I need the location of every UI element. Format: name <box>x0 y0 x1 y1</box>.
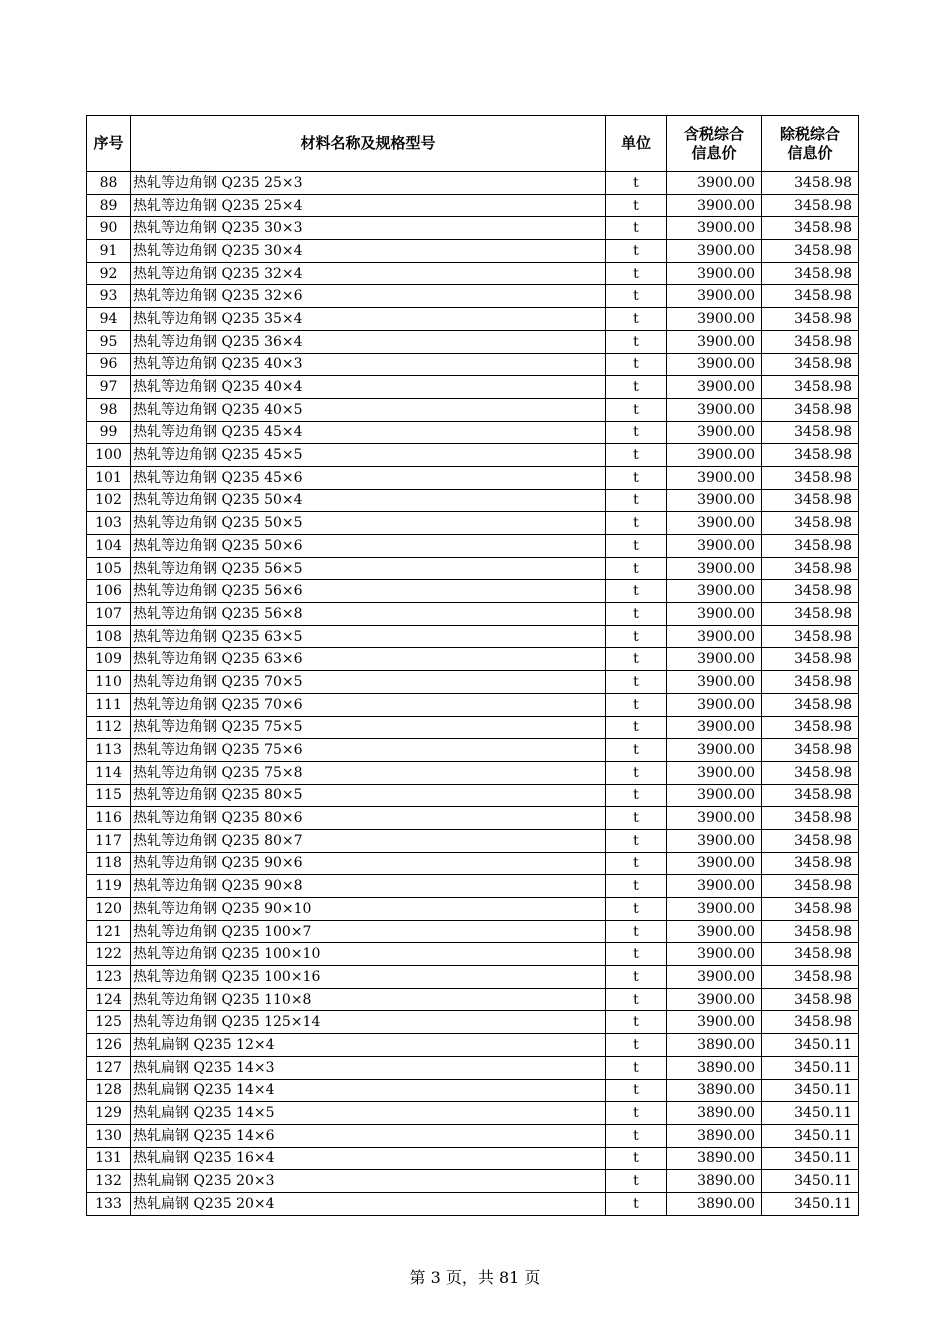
cell-net-price: 3458.98 <box>762 535 859 558</box>
table-row <box>87 625 859 648</box>
cell-unit: t <box>606 829 667 852</box>
table-row <box>87 761 859 784</box>
table-row <box>87 262 859 285</box>
cell-unit: t <box>606 1124 667 1147</box>
cell-unit: t <box>606 217 667 240</box>
cell-net-price: 3458.98 <box>762 898 859 921</box>
cell-unit: t <box>606 1147 667 1170</box>
cell-unit: t <box>606 693 667 716</box>
cell-tax-price: 3900.00 <box>667 693 762 716</box>
cell-no: 93 <box>87 285 131 308</box>
table-row <box>87 807 859 830</box>
cell-material-name: 热轧等边角钢 Q235 75×8 <box>131 761 606 784</box>
cell-net-price: 3458.98 <box>762 240 859 263</box>
cell-net-price: 3458.98 <box>762 829 859 852</box>
cell-tax-price: 3900.00 <box>667 353 762 376</box>
cell-unit: t <box>606 943 667 966</box>
cell-no: 116 <box>87 807 131 830</box>
cell-material-name: 热轧等边角钢 Q235 70×6 <box>131 693 606 716</box>
cell-no: 100 <box>87 444 131 467</box>
table-row <box>87 1124 859 1147</box>
cell-no: 107 <box>87 603 131 626</box>
cell-unit: t <box>606 716 667 739</box>
cell-material-name: 热轧扁钢 Q235 16×4 <box>131 1147 606 1170</box>
cell-no: 122 <box>87 943 131 966</box>
cell-net-price: 3458.98 <box>762 308 859 331</box>
cell-net-price: 3458.98 <box>762 580 859 603</box>
cell-net-price: 3458.98 <box>762 671 859 694</box>
table-row <box>87 1102 859 1125</box>
cell-unit: t <box>606 898 667 921</box>
cell-no: 89 <box>87 194 131 217</box>
cell-tax-price: 3900.00 <box>667 444 762 467</box>
cell-tax-price: 3900.00 <box>667 625 762 648</box>
header-tax-price <box>667 116 762 172</box>
table-row <box>87 194 859 217</box>
cell-tax-price: 3890.00 <box>667 1034 762 1057</box>
cell-tax-price: 3900.00 <box>667 217 762 240</box>
cell-no: 106 <box>87 580 131 603</box>
cell-no: 118 <box>87 852 131 875</box>
cell-material-name: 热轧等边角钢 Q235 45×4 <box>131 421 606 444</box>
cell-unit: t <box>606 466 667 489</box>
cell-material-name: 热轧扁钢 Q235 14×6 <box>131 1124 606 1147</box>
cell-net-price: 3450.11 <box>762 1034 859 1057</box>
cell-tax-price: 3900.00 <box>667 920 762 943</box>
cell-material-name: 热轧等边角钢 Q235 100×7 <box>131 920 606 943</box>
cell-unit: t <box>606 875 667 898</box>
cell-tax-price: 3900.00 <box>667 557 762 580</box>
page-footer: 第 3 页，共 81 页 <box>409 1268 541 1287</box>
cell-net-price: 3458.98 <box>762 1011 859 1034</box>
table-row <box>87 693 859 716</box>
cell-material-name: 热轧等边角钢 Q235 125×14 <box>131 1011 606 1034</box>
cell-no: 113 <box>87 739 131 762</box>
cell-no: 101 <box>87 466 131 489</box>
cell-no: 133 <box>87 1192 131 1215</box>
cell-tax-price: 3900.00 <box>667 421 762 444</box>
cell-no: 126 <box>87 1034 131 1057</box>
cell-material-name: 热轧等边角钢 Q235 56×6 <box>131 580 606 603</box>
table-row <box>87 489 859 512</box>
cell-no: 115 <box>87 784 131 807</box>
cell-net-price: 3458.98 <box>762 966 859 989</box>
cell-no: 91 <box>87 240 131 263</box>
table-row <box>87 308 859 331</box>
cell-material-name: 热轧等边角钢 Q235 40×5 <box>131 398 606 421</box>
cell-no: 97 <box>87 376 131 399</box>
cell-tax-price: 3900.00 <box>667 398 762 421</box>
cell-unit: t <box>606 489 667 512</box>
table-row <box>87 920 859 943</box>
cell-net-price: 3458.98 <box>762 716 859 739</box>
cell-unit: t <box>606 920 667 943</box>
cell-material-name: 热轧等边角钢 Q235 63×5 <box>131 625 606 648</box>
cell-no: 124 <box>87 988 131 1011</box>
cell-tax-price: 3900.00 <box>667 580 762 603</box>
table-row <box>87 172 859 195</box>
table-row <box>87 1192 859 1215</box>
table-row <box>87 285 859 308</box>
table-row <box>87 966 859 989</box>
cell-tax-price: 3900.00 <box>667 1011 762 1034</box>
cell-net-price: 3458.98 <box>762 444 859 467</box>
cell-no: 109 <box>87 648 131 671</box>
cell-tax-price: 3890.00 <box>667 1124 762 1147</box>
cell-unit: t <box>606 1102 667 1125</box>
cell-material-name: 热轧等边角钢 Q235 35×4 <box>131 308 606 331</box>
table-header-row <box>87 116 859 172</box>
cell-tax-price: 3900.00 <box>667 761 762 784</box>
cell-material-name: 热轧等边角钢 Q235 25×4 <box>131 194 606 217</box>
header-tax-price-line2: 信息价 <box>691 143 737 162</box>
cell-tax-price: 3900.00 <box>667 330 762 353</box>
cell-material-name: 热轧扁钢 Q235 12×4 <box>131 1034 606 1057</box>
cell-tax-price: 3900.00 <box>667 898 762 921</box>
cell-net-price: 3450.11 <box>762 1124 859 1147</box>
table-row <box>87 648 859 671</box>
cell-material-name: 热轧扁钢 Q235 20×4 <box>131 1192 606 1215</box>
table-row <box>87 1034 859 1057</box>
cell-net-price: 3458.98 <box>762 784 859 807</box>
cell-net-price: 3458.98 <box>762 875 859 898</box>
table-row <box>87 875 859 898</box>
cell-net-price: 3458.98 <box>762 285 859 308</box>
cell-material-name: 热轧等边角钢 Q235 45×5 <box>131 444 606 467</box>
cell-tax-price: 3900.00 <box>667 829 762 852</box>
table-row <box>87 398 859 421</box>
cell-material-name: 热轧等边角钢 Q235 25×3 <box>131 172 606 195</box>
cell-material-name: 热轧等边角钢 Q235 50×5 <box>131 512 606 535</box>
cell-tax-price: 3890.00 <box>667 1147 762 1170</box>
cell-tax-price: 3900.00 <box>667 489 762 512</box>
cell-tax-price: 3890.00 <box>667 1056 762 1079</box>
cell-tax-price: 3900.00 <box>667 466 762 489</box>
cell-unit: t <box>606 376 667 399</box>
cell-no: 88 <box>87 172 131 195</box>
cell-tax-price: 3900.00 <box>667 240 762 263</box>
cell-no: 108 <box>87 625 131 648</box>
cell-no: 110 <box>87 671 131 694</box>
cell-net-price: 3458.98 <box>762 398 859 421</box>
cell-unit: t <box>606 852 667 875</box>
cell-net-price: 3458.98 <box>762 172 859 195</box>
cell-unit: t <box>606 1170 667 1193</box>
cell-tax-price: 3900.00 <box>667 512 762 535</box>
cell-material-name: 热轧等边角钢 Q235 45×6 <box>131 466 606 489</box>
cell-net-price: 3458.98 <box>762 943 859 966</box>
cell-net-price: 3458.98 <box>762 353 859 376</box>
cell-material-name: 热轧等边角钢 Q235 90×8 <box>131 875 606 898</box>
cell-no: 95 <box>87 330 131 353</box>
cell-net-price: 3458.98 <box>762 988 859 1011</box>
cell-tax-price: 3900.00 <box>667 308 762 331</box>
header-net-price <box>762 116 859 172</box>
cell-material-name: 热轧等边角钢 Q235 70×5 <box>131 671 606 694</box>
cell-unit: t <box>606 421 667 444</box>
cell-material-name: 热轧等边角钢 Q235 32×6 <box>131 285 606 308</box>
table-row <box>87 240 859 263</box>
cell-net-price: 3450.11 <box>762 1056 859 1079</box>
cell-material-name: 热轧等边角钢 Q235 80×5 <box>131 784 606 807</box>
cell-net-price: 3458.98 <box>762 421 859 444</box>
cell-tax-price: 3900.00 <box>667 285 762 308</box>
cell-unit: t <box>606 353 667 376</box>
cell-net-price: 3458.98 <box>762 512 859 535</box>
cell-unit: t <box>606 784 667 807</box>
cell-material-name: 热轧等边角钢 Q235 110×8 <box>131 988 606 1011</box>
cell-no: 99 <box>87 421 131 444</box>
cell-unit: t <box>606 739 667 762</box>
cell-tax-price: 3900.00 <box>667 535 762 558</box>
cell-no: 117 <box>87 829 131 852</box>
table-row <box>87 1056 859 1079</box>
cell-no: 105 <box>87 557 131 580</box>
header-name: 材料名称及规格型号 <box>131 116 606 172</box>
cell-no: 103 <box>87 512 131 535</box>
cell-material-name: 热轧扁钢 Q235 14×4 <box>131 1079 606 1102</box>
cell-unit: t <box>606 262 667 285</box>
table-row <box>87 852 859 875</box>
cell-unit: t <box>606 625 667 648</box>
cell-unit: t <box>606 761 667 784</box>
table-row <box>87 512 859 535</box>
cell-tax-price: 3900.00 <box>667 988 762 1011</box>
cell-material-name: 热轧等边角钢 Q235 80×7 <box>131 829 606 852</box>
cell-unit: t <box>606 557 667 580</box>
cell-material-name: 热轧等边角钢 Q235 50×4 <box>131 489 606 512</box>
table-row <box>87 898 859 921</box>
cell-net-price: 3458.98 <box>762 920 859 943</box>
table-row <box>87 580 859 603</box>
cell-no: 123 <box>87 966 131 989</box>
cell-no: 94 <box>87 308 131 331</box>
cell-tax-price: 3890.00 <box>667 1170 762 1193</box>
cell-tax-price: 3890.00 <box>667 1079 762 1102</box>
cell-net-price: 3458.98 <box>762 852 859 875</box>
cell-material-name: 热轧扁钢 Q235 20×3 <box>131 1170 606 1193</box>
cell-no: 121 <box>87 920 131 943</box>
cell-tax-price: 3900.00 <box>667 716 762 739</box>
table-row <box>87 466 859 489</box>
cell-material-name: 热轧等边角钢 Q235 30×4 <box>131 240 606 263</box>
table-row <box>87 1147 859 1170</box>
cell-net-price: 3458.98 <box>762 194 859 217</box>
cell-net-price: 3450.11 <box>762 1102 859 1125</box>
cell-no: 129 <box>87 1102 131 1125</box>
header-net-price-line1: 除税综合 <box>779 124 840 143</box>
cell-no: 104 <box>87 535 131 558</box>
cell-unit: t <box>606 1192 667 1215</box>
cell-unit: t <box>606 648 667 671</box>
cell-material-name: 热轧等边角钢 Q235 90×6 <box>131 852 606 875</box>
cell-net-price: 3458.98 <box>762 466 859 489</box>
cell-no: 132 <box>87 1170 131 1193</box>
table-body <box>87 172 859 1216</box>
cell-net-price: 3450.11 <box>762 1147 859 1170</box>
cell-no: 120 <box>87 898 131 921</box>
cell-material-name: 热轧等边角钢 Q235 63×6 <box>131 648 606 671</box>
cell-unit: t <box>606 580 667 603</box>
table-row <box>87 1170 859 1193</box>
cell-unit: t <box>606 1079 667 1102</box>
cell-material-name: 热轧扁钢 Q235 14×5 <box>131 1102 606 1125</box>
cell-material-name: 热轧等边角钢 Q235 56×5 <box>131 557 606 580</box>
cell-tax-price: 3900.00 <box>667 194 762 217</box>
table-row <box>87 603 859 626</box>
table-row <box>87 671 859 694</box>
table-row <box>87 784 859 807</box>
header-tax-price-line1: 含税综合 <box>683 124 744 143</box>
cell-material-name: 热轧等边角钢 Q235 36×4 <box>131 330 606 353</box>
cell-no: 92 <box>87 262 131 285</box>
cell-tax-price: 3900.00 <box>667 943 762 966</box>
cell-unit: t <box>606 1011 667 1034</box>
cell-net-price: 3458.98 <box>762 761 859 784</box>
header-net-price-line2: 信息价 <box>787 143 833 162</box>
table-row <box>87 716 859 739</box>
cell-no: 127 <box>87 1056 131 1079</box>
cell-material-name: 热轧等边角钢 Q235 75×5 <box>131 716 606 739</box>
cell-material-name: 热轧等边角钢 Q235 30×3 <box>131 217 606 240</box>
cell-tax-price: 3900.00 <box>667 875 762 898</box>
cell-no: 119 <box>87 875 131 898</box>
cell-no: 131 <box>87 1147 131 1170</box>
cell-net-price: 3450.11 <box>762 1170 859 1193</box>
cell-material-name: 热轧等边角钢 Q235 40×3 <box>131 353 606 376</box>
cell-no: 90 <box>87 217 131 240</box>
cell-material-name: 热轧等边角钢 Q235 50×6 <box>131 535 606 558</box>
cell-unit: t <box>606 444 667 467</box>
table-row <box>87 444 859 467</box>
cell-unit: t <box>606 172 667 195</box>
cell-no: 114 <box>87 761 131 784</box>
table-row <box>87 739 859 762</box>
cell-net-price: 3458.98 <box>762 807 859 830</box>
table-row <box>87 376 859 399</box>
table-row <box>87 1011 859 1034</box>
table-row <box>87 829 859 852</box>
cell-net-price: 3458.98 <box>762 330 859 353</box>
cell-unit: t <box>606 807 667 830</box>
cell-net-price: 3458.98 <box>762 376 859 399</box>
cell-no: 128 <box>87 1079 131 1102</box>
cell-unit: t <box>606 671 667 694</box>
cell-tax-price: 3900.00 <box>667 852 762 875</box>
cell-net-price: 3458.98 <box>762 489 859 512</box>
cell-unit: t <box>606 240 667 263</box>
cell-net-price: 3458.98 <box>762 217 859 240</box>
cell-unit: t <box>606 194 667 217</box>
cell-tax-price: 3900.00 <box>667 648 762 671</box>
cell-net-price: 3450.11 <box>762 1192 859 1215</box>
cell-no: 112 <box>87 716 131 739</box>
cell-tax-price: 3900.00 <box>667 262 762 285</box>
cell-net-price: 3458.98 <box>762 739 859 762</box>
table-row <box>87 353 859 376</box>
cell-net-price: 3458.98 <box>762 262 859 285</box>
cell-no: 125 <box>87 1011 131 1034</box>
cell-net-price: 3450.11 <box>762 1079 859 1102</box>
cell-material-name: 热轧等边角钢 Q235 90×10 <box>131 898 606 921</box>
cell-unit: t <box>606 1056 667 1079</box>
table-row <box>87 988 859 1011</box>
header-no: 序号 <box>87 116 131 172</box>
cell-unit: t <box>606 330 667 353</box>
cell-unit: t <box>606 512 667 535</box>
table-row <box>87 557 859 580</box>
cell-net-price: 3458.98 <box>762 557 859 580</box>
cell-no: 98 <box>87 398 131 421</box>
cell-unit: t <box>606 285 667 308</box>
cell-tax-price: 3890.00 <box>667 1102 762 1125</box>
cell-no: 102 <box>87 489 131 512</box>
cell-material-name: 热轧等边角钢 Q235 100×10 <box>131 943 606 966</box>
cell-unit: t <box>606 988 667 1011</box>
cell-tax-price: 3900.00 <box>667 376 762 399</box>
cell-tax-price: 3900.00 <box>667 603 762 626</box>
table-row <box>87 217 859 240</box>
cell-net-price: 3458.98 <box>762 625 859 648</box>
cell-unit: t <box>606 308 667 331</box>
cell-tax-price: 3900.00 <box>667 966 762 989</box>
cell-tax-price: 3900.00 <box>667 172 762 195</box>
cell-material-name: 热轧等边角钢 Q235 100×16 <box>131 966 606 989</box>
table-row <box>87 943 859 966</box>
table-row <box>87 1079 859 1102</box>
table-row <box>87 535 859 558</box>
cell-tax-price: 3900.00 <box>667 739 762 762</box>
cell-material-name: 热轧等边角钢 Q235 56×8 <box>131 603 606 626</box>
cell-material-name: 热轧等边角钢 Q235 75×6 <box>131 739 606 762</box>
cell-net-price: 3458.98 <box>762 648 859 671</box>
cell-unit: t <box>606 966 667 989</box>
cell-unit: t <box>606 1034 667 1057</box>
cell-no: 111 <box>87 693 131 716</box>
cell-no: 96 <box>87 353 131 376</box>
price-table <box>86 115 859 1216</box>
table-row <box>87 330 859 353</box>
cell-material-name: 热轧等边角钢 Q235 32×4 <box>131 262 606 285</box>
cell-unit: t <box>606 535 667 558</box>
cell-no: 130 <box>87 1124 131 1147</box>
cell-tax-price: 3890.00 <box>667 1192 762 1215</box>
cell-unit: t <box>606 603 667 626</box>
cell-unit: t <box>606 398 667 421</box>
cell-material-name: 热轧扁钢 Q235 14×3 <box>131 1056 606 1079</box>
cell-net-price: 3458.98 <box>762 603 859 626</box>
cell-tax-price: 3900.00 <box>667 671 762 694</box>
cell-material-name: 热轧等边角钢 Q235 80×6 <box>131 807 606 830</box>
table-row <box>87 421 859 444</box>
cell-tax-price: 3900.00 <box>667 784 762 807</box>
cell-tax-price: 3900.00 <box>667 807 762 830</box>
header-unit: 单位 <box>606 116 667 172</box>
cell-material-name: 热轧等边角钢 Q235 40×4 <box>131 376 606 399</box>
cell-net-price: 3458.98 <box>762 693 859 716</box>
